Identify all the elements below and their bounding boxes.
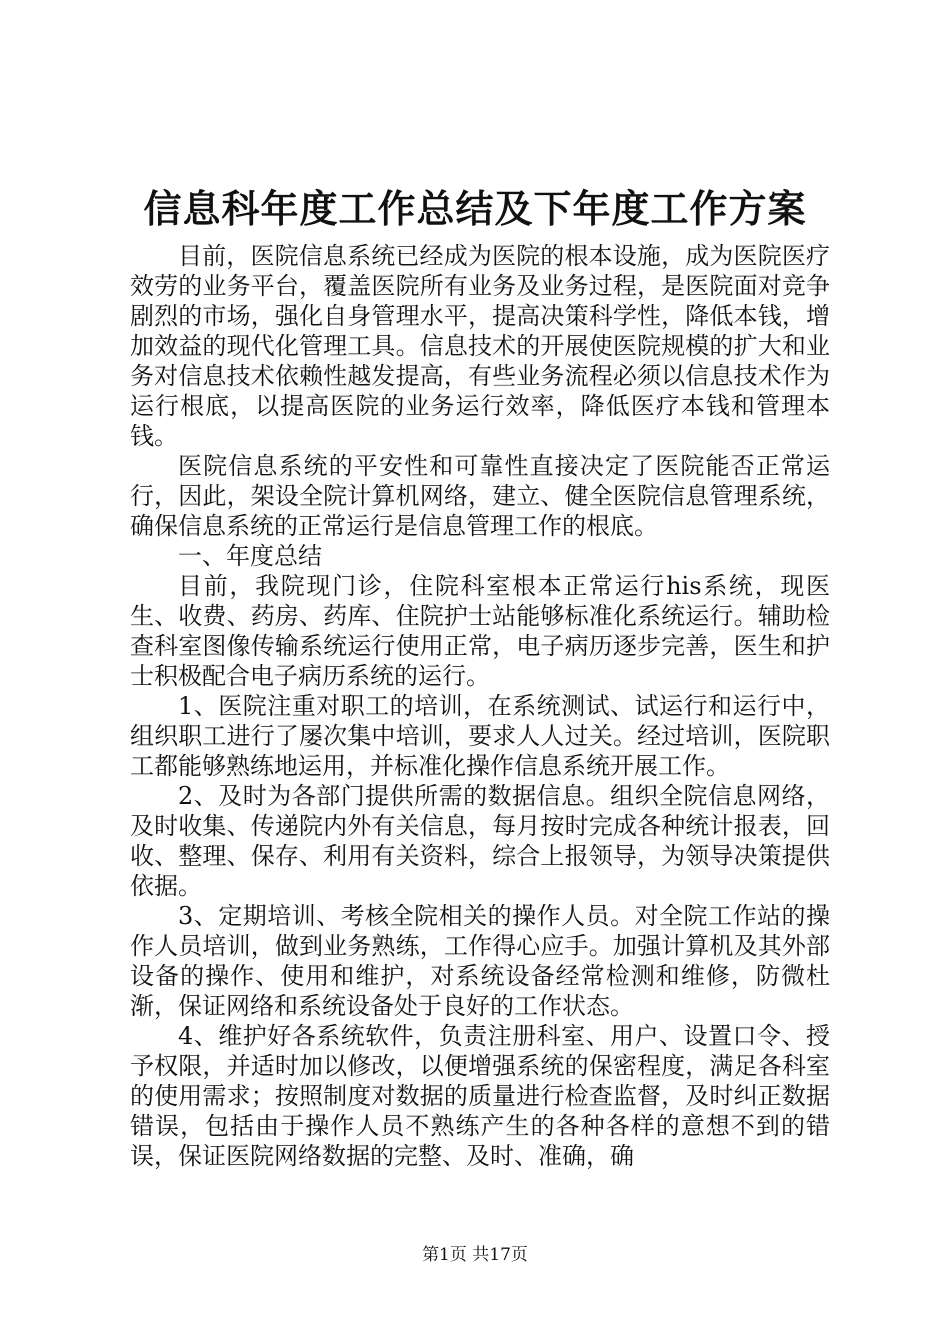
paragraph-item-4: 4、维护好各系统软件，负责注册科室、用户、设置口令、授予权限，并适时加以修改，以便增强系统的保密程度，满足各科室的使用需求；按照制度对数据的质量进行检查监督，及时纠正数据错误，包括由于操作人员不熟练产生的各种各样的意想不到的错误，保证医院网络数据的完整、及时、准确，确 [130, 1022, 830, 1170]
paragraph-item-1: 1、医院注重对职工的培训，在系统测试、试运行和运行中，组织职工进行了屡次集中培训，要求人人过关。经过培训，医院职工都能够熟练地运用，并标准化操作信息系统开展工作。 [130, 692, 830, 780]
section-heading-annual-summary: 一、年度总结 [178, 542, 322, 570]
document-title: 信息科年度工作总结及下年度工作方案 [143, 186, 807, 231]
paragraph-item-2: 2、及时为各部门提供所需的数据信息。组织全院信息网络，及时收集、传递院内外有关信息，每月按时完成各种统计报表，回收、整理、保存、利用有关资料，综合上报领导，为领导决策提供依据。 [130, 782, 830, 900]
paragraph-item-3: 3、定期培训、考核全院相关的操作人员。对全院工作站的操作人员培训，做到业务熟练，工作得心应手。加强计算机及其外部设备的操作、使用和维护，对系统设备经常检测和维修，防微杜渐，保证网络和系统设备处于良好的工作状态。 [130, 902, 830, 1020]
paragraph-current-status: 目前，我院现门诊，住院科室根本正常运行his系统，现医生、收费、药房、药库、住院护士站能够标准化系统运行。辅助检查科室图像传输系统运行使用正常，电子病历逐步完善，医生和护士积极配合电子病历系统的运行。 [130, 572, 830, 690]
document-body [130, 241, 830, 1171]
page-number-footer: 第1页 共17页 [422, 1245, 528, 1265]
paragraph-intro: 目前，医院信息系统已经成为医院的根本设施，成为医院医疗效劳的业务平台，覆盖医院所有业务及业务过程，是医院面对竞争剧烈的市场，强化自身管理水平，提高决策科学性，降低本钱，增加效益的现代化管理工具。信息技术的开展使医院规模的扩大和业务对信息技术依赖性越发提高，有些业务流程必须以信息技术作为运行根底，以提高医院的业务运行效率，降低医疗本钱和管理本钱。 [130, 242, 830, 450]
paragraph-security: 医院信息系统的平安性和可靠性直接决定了医院能否正常运行，因此，架设全院计算机网络，建立、健全医院信息管理系统，确保信息系统的正常运行是信息管理工作的根底。 [130, 452, 830, 540]
